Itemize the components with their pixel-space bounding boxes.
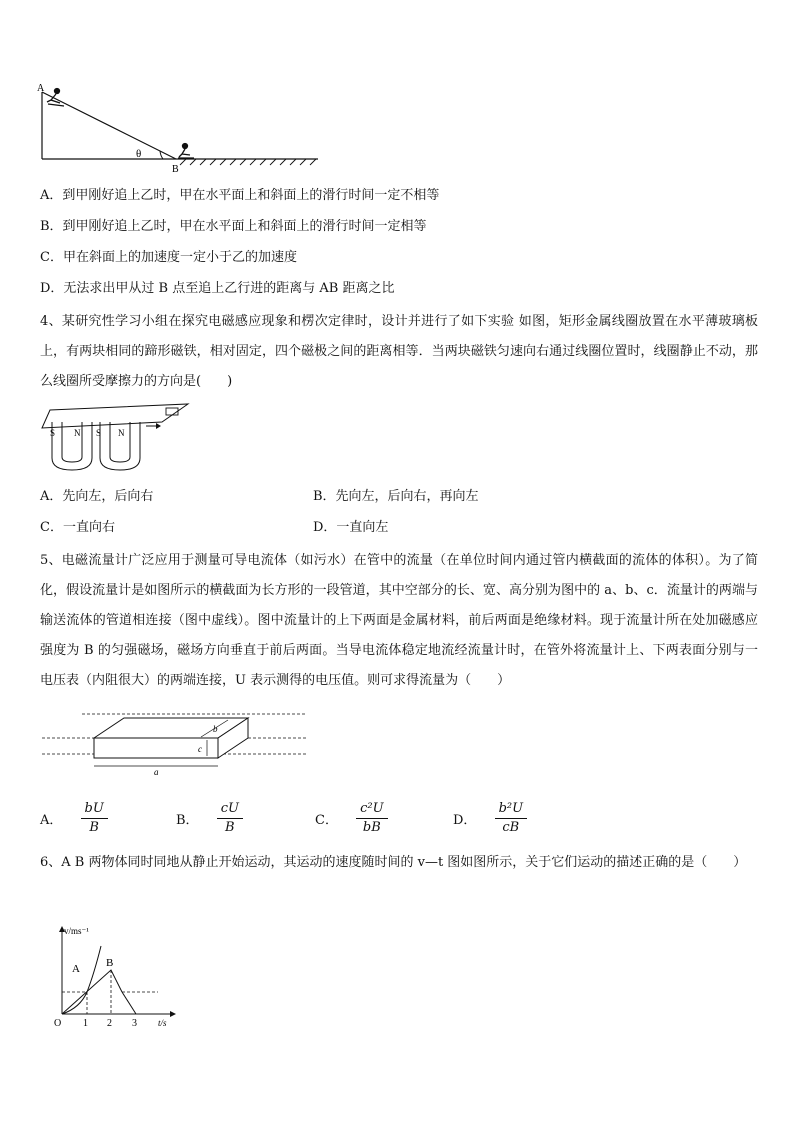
pole-label-4: N xyxy=(118,428,125,438)
series-a-line xyxy=(62,946,101,1014)
x-axis-label: t/s xyxy=(158,1018,167,1028)
dim-c-label: c xyxy=(198,744,202,754)
magnet-figure xyxy=(38,400,198,475)
q5-option-c[interactable]: C． $\frac{\text{c²U}}{bB}$ xyxy=(315,800,388,837)
q5-stem: 5、电磁流量计广泛应用于测量可导电流体（如污水）在管中的流量（在单位时间内通过管内横截面的流体的体积）。为了简化，假设流量计是如图所示的横截面为长方形的一段管道，其中空部分的长、宽、高分别为图中的 a、b、c．流量计的两端与输送流体的管道相连接（图中虚线）。图中流量计的上下两面是金属材料，前后两面是绝缘材料。现于流量计所在处加磁感应强度为 B 的匀强磁场，磁场方向垂直于前后两面。当导电流体稳定地流经流量计时，在管外将流量计上、下两表面分别与一电压表（内阻很大）的两端连接，U 表示测得的电压值。则可求得流量为（ ） xyxy=(40,553,758,688)
flowmeter-figure xyxy=(38,708,310,778)
q3-option-a[interactable]: A．到甲刚好追上乙时，甲在水平面上和斜面上的滑行时间一定不相等 xyxy=(40,188,440,203)
q4-option-a[interactable]: A．先向左，后向右 xyxy=(40,489,154,504)
skier-a-icon xyxy=(47,89,64,107)
q6-stem: 6、A B 两物体同时同地从静止开始运动，其运动的速度随时间的 v—t 图如图所示，关于它们运动的描述正确的是（ ） xyxy=(40,855,747,870)
tick-1: 1 xyxy=(83,1018,88,1029)
q5-option-b[interactable]: B． $\frac{cU}{B}$ xyxy=(176,800,243,837)
skier-b-icon xyxy=(178,144,194,159)
y-axis-label: v/ms⁻¹ xyxy=(64,926,89,936)
dim-a-label: a xyxy=(154,767,159,777)
pole-label-2: N xyxy=(74,428,81,438)
series-b-label: B xyxy=(106,957,114,969)
q4-option-d[interactable]: D．一直向左 xyxy=(313,520,389,535)
q3-option-d[interactable]: D．无法求出甲从过 B 点至追上乙行进的距离与 AB 距离之比 xyxy=(40,281,395,296)
q5-option-a[interactable]: A． $\frac{bU}{B}$ xyxy=(40,800,108,837)
origin-label: O xyxy=(54,1018,62,1029)
incline-figure xyxy=(36,82,326,174)
q4-option-c[interactable]: C．一直向右 xyxy=(40,520,115,535)
tick-2: 2 xyxy=(107,1018,112,1029)
series-b-line-2 xyxy=(122,992,136,1014)
q3-option-c[interactable]: C．甲在斜面上的加速度一定小于乙的加速度 xyxy=(40,250,297,265)
point-b-label: B xyxy=(172,164,179,174)
tick-3: 3 xyxy=(132,1018,137,1029)
series-a-label: A xyxy=(72,963,80,975)
vt-graph xyxy=(50,922,180,1030)
dim-b-label: b xyxy=(213,724,218,734)
theta-label: θ xyxy=(136,148,142,160)
q4-stem: 4、某研究性学习小组在探究电磁感应现象和楞次定律时，设计并进行了如下实验 如图，矩形金属线圈放置在水平薄玻璃板上，有两块相同的蹄形磁铁，相对固定，四个磁极之间的距离相等．当两块磁铁匀速向右通过线圈位置时，线圈静止不动，那么线圈所受摩擦力的方向是( ) xyxy=(40,314,758,389)
point-a-label: A xyxy=(37,83,45,94)
pole-label-1: S xyxy=(50,428,56,438)
q4-option-b[interactable]: B．先向左，后向右，再向左 xyxy=(313,489,479,504)
q5-option-d[interactable]: D． $\frac{\text{b²U}}{cB}$ xyxy=(453,800,527,837)
pole-label-3: S xyxy=(96,428,102,438)
q3-option-b[interactable]: B．到甲刚好追上乙时，甲在水平面上和斜面上的滑行时间一定相等 xyxy=(40,219,427,234)
